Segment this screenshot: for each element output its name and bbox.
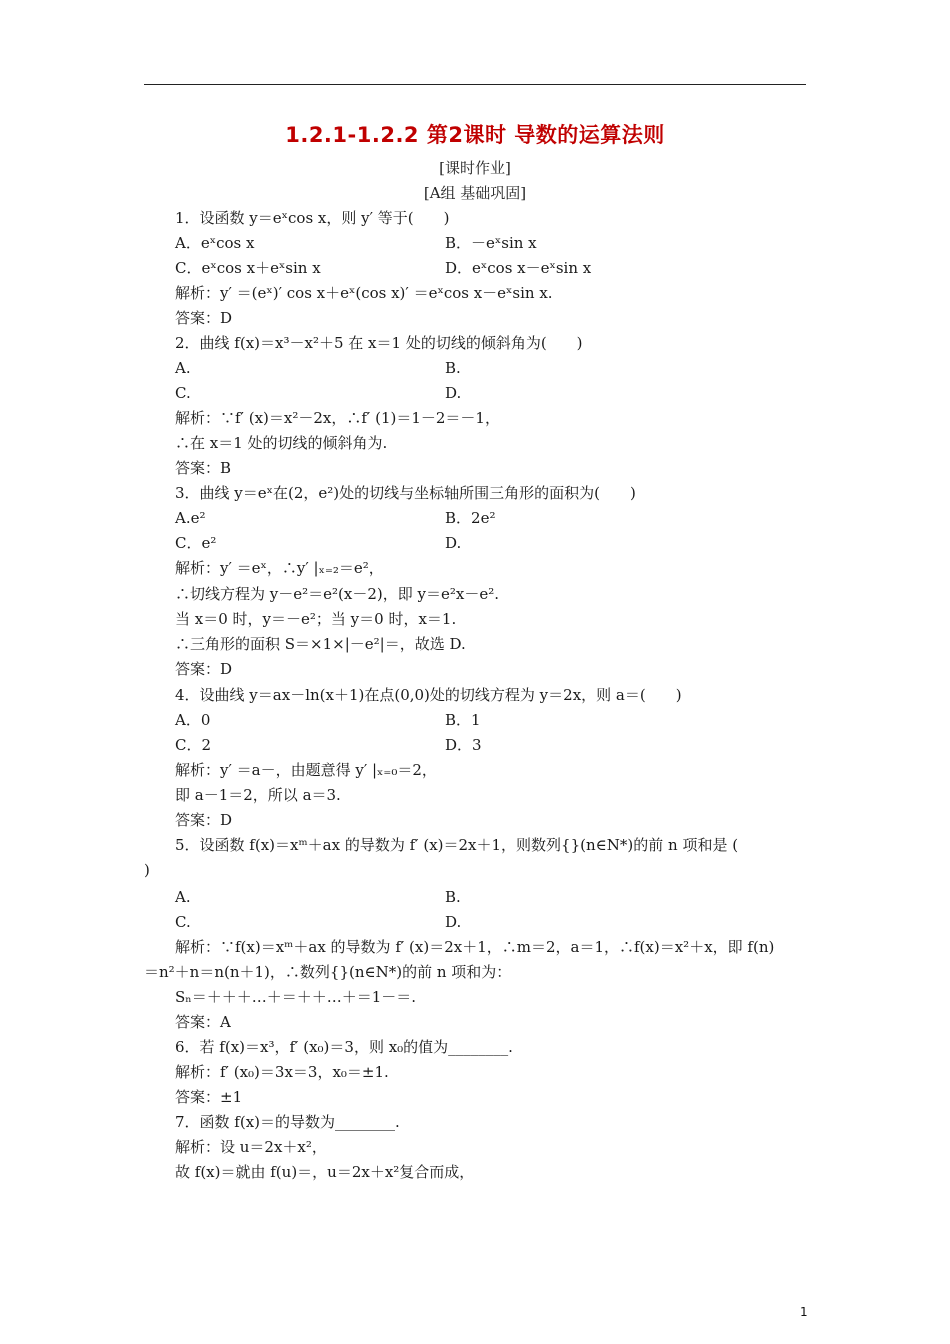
text-line: C. [175,913,191,931]
text-line: 2．曲线 f(x)＝x³－x²＋5 在 x＝1 处的切线的倾斜角为( ) [175,334,583,352]
text-line: 答案：D [175,660,233,678]
text-line: D. [445,534,462,552]
text-line: 答案：B [175,459,232,477]
text-line: C. [175,384,191,402]
text-line: ∴在 x＝1 处的切线的倾斜角为. [175,434,388,452]
text-line: 6．若 f(x)＝x³，f′ (x₀)＝3，则 x₀的值为________. [175,1038,513,1056]
text-line: D. [445,384,462,402]
text-line: 答案：A [175,1013,231,1031]
text-line: 解析：∵f(x)＝xᵐ＋ax 的导数为 f′ (x)＝2x＋1，∴m＝2，a＝1，∴f(x)＝x²＋x，即 f(n) [175,938,775,956]
text-line: A．0 [175,711,211,729]
text-line: B. [445,888,461,906]
text-line: 3．曲线 y＝eˣ在(2，e²)处的切线与坐标轴所围三角形的面积为( ) [175,484,636,502]
text-line: 答案：D [175,811,233,829]
text-line: 解析：y′ ＝eˣ，∴y′ |ₓ₌₂＝e²， [175,559,384,577]
text-line: ＝n²＋n＝n(n＋1)，∴数列{}(n∈N*)的前 n 项和为： [144,963,512,981]
page-subtitle: [课时作业] [439,159,511,177]
text-line: A.e² [175,509,206,527]
text-line: Sₙ＝＋＋＋…＋＝＋＋…＋＝1－＝. [175,988,417,1006]
text-line: ∴三角形的面积 S＝×1×|－e²|＝，故选 D. [175,635,466,653]
text-line: A. [175,359,191,377]
text-line: D．3 [445,736,482,754]
text-line: 答案：D [175,309,233,327]
text-line: B．1 [445,711,481,729]
text-line: 解析：y′ ＝a－，由题意得 y′ |ₓ₌₀＝2， [175,761,437,779]
text-line: C．eˣcos x＋eˣsin x [175,259,321,277]
page-number: 1 [800,1305,808,1319]
text-line: 1．设函数 y＝eˣcos x，则 y′ 等于( ) [175,209,450,227]
text-line: 解析：设 u＝2x＋x²， [175,1138,327,1156]
text-line: A. [175,888,191,906]
page-title: 1.2.1-1.2.2 第2课时 导数的运算法则 [285,123,665,147]
text-line: ∴切线方程为 y－e²＝e²(x－2)，即 y＝e²x－e². [175,585,499,603]
text-line: 当 x＝0 时，y＝－e²；当 y＝0 时，x＝1. [175,610,457,628]
text-line: ) [144,861,150,879]
text-line: 解析：∵f′ (x)＝x²－2x，∴f′ (1)＝1－2＝－1， [175,409,500,427]
section-heading: [A组 基础巩固] [423,184,527,202]
text-line: 解析：f′ (x₀)＝3x＝3，x₀＝±1. [175,1063,389,1081]
text-line: 故 f(x)＝就由 f(u)＝，u＝2x＋x²复合而成， [175,1163,475,1181]
text-line: 答案：±1 [175,1088,243,1106]
text-line: 4．设曲线 y＝ax－ln(x＋1)在点(0,0)处的切线方程为 y＝2x，则 a＝( ) [175,686,682,704]
text-line: C．2 [175,736,212,754]
text-line: D. [445,913,462,931]
text-line: 即 a－1＝2，所以 a＝3. [175,786,341,804]
text-line: 7．函数 f(x)＝的导数为________. [175,1113,400,1131]
text-line: C．e² [175,534,217,552]
text-line: 解析：y′ ＝(eˣ)′ cos x＋eˣ(cos x)′ ＝eˣcos x－eˣsin x. [175,284,553,302]
text-line: D．eˣcos x－eˣsin x [445,259,592,277]
header-rule [144,84,806,85]
text-line: B．2e² [445,509,496,527]
text-line: A．eˣcos x [175,234,255,252]
text-line: B．－eˣsin x [445,234,537,252]
text-line: B. [445,359,461,377]
text-line: 5．设函数 f(x)＝xᵐ＋ax 的导数为 f′ (x)＝2x＋1，则数列{}(n∈N*)的前 n 项和是 ( [175,836,739,854]
